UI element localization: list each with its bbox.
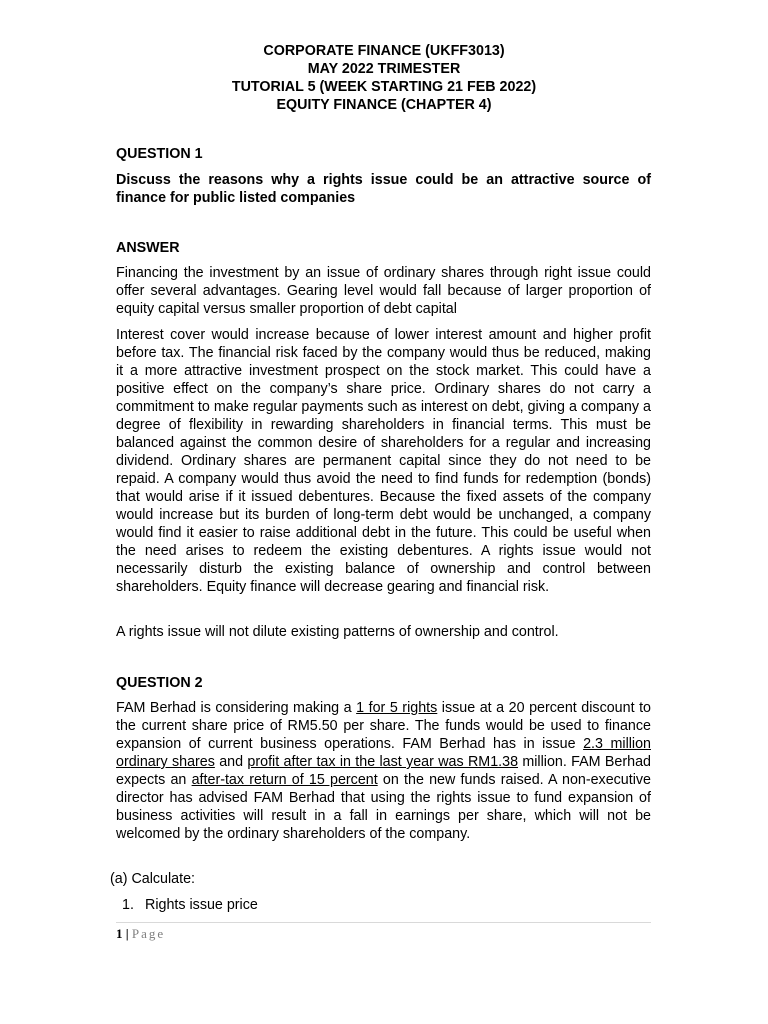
list-item-text: Rights issue price xyxy=(145,897,258,913)
answer-paragraph-1: Financing the investment by an issue of ordinary shares through right issue could offer several advantages. Gearing level would fall because of larger proportion of equity capital versus smaller proportion of debt capital xyxy=(116,265,651,317)
question-2-heading: QUESTION 2 xyxy=(116,675,203,691)
footer-separator: | xyxy=(125,926,129,941)
page-number: 1 xyxy=(116,926,123,941)
question-1-heading: QUESTION 1 xyxy=(116,146,203,162)
question-2-text xyxy=(116,699,651,843)
trimester-title: MAY 2022 TRIMESTER xyxy=(307,61,461,77)
tutorial-title: TUTORIAL 5 (WEEK STARTING 21 FEB 2022) xyxy=(231,79,537,95)
underlined-rights-ratio: 1 for 5 rights xyxy=(356,700,438,716)
text-segment: million. FAM Berhad expects an xyxy=(116,754,651,788)
question-1-text: Discuss the reasons why a rights issue could be an attractive source of finance for public listed companies xyxy=(116,172,651,206)
document-header xyxy=(0,42,768,114)
footer-divider xyxy=(116,922,651,923)
page-footer xyxy=(116,925,165,943)
course-title: CORPORATE FINANCE (UKFF3013) xyxy=(263,43,505,59)
text-segment: FAM Berhad is considering making a xyxy=(116,700,357,716)
underlined-profit-after-tax: profit after tax in the last year was RM1.38 xyxy=(247,754,519,770)
list-item xyxy=(122,896,258,914)
answer-paragraph-3: A rights issue will not dilute existing patterns of ownership and control. xyxy=(116,624,559,640)
chapter-title: EQUITY FINANCE (CHAPTER 4) xyxy=(276,97,492,113)
answer-heading: ANSWER xyxy=(116,240,180,256)
underlined-shares-in-issue: 2.3 million ordinary shares xyxy=(116,736,651,770)
text-segment: on the new funds raised. A non-executive director has advised FAM Berhad that using the rights issue to fund expansion of business activities will result in a fall in earnings per share, which will not be welcomed by the ordinary shareholders of the company. xyxy=(116,772,652,842)
calculate-label: (a) Calculate: xyxy=(110,871,196,887)
list-item-number: 1. xyxy=(122,897,134,913)
text-segment: and xyxy=(214,754,248,770)
text-segment: issue at a 20 percent discount to the current share price of RM5.50 per share. The funds would be used to finance expansion of current business operations. FAM Berhad has in issue xyxy=(116,700,651,752)
answer-paragraph-2: Interest cover would increase because of lower interest amount and higher profit before tax. The financial risk faced by the company would thus be reduced, making it a more attractive investment prospect on the stock market. This could have a positive effect on the company’s share price. Ordinary shares do not carry a commitment to make regular payments such as interest on debt, giving a company a degree of flexibility in rewarding shareholders in financial terms. This must be balanced against the common desire of shareholders for a regular and increasing dividend. Ordinary shares are permanent capital since they do not need to be repaid. A company would thus avoid the need to find funds for redemption (bonds) that would arise if it issued debentures. Because the fixed assets of the company would increase but its burden of long-term debt would be unchanged, a company would find it easier to raise additional debt in the future. This could be useful when the need arises to redeem the existing debentures. A rights issue would not necessarily disturb the existing balance of ownership and control between shareholders. Equity finance will decrease gearing and financial risk. xyxy=(116,327,651,595)
underlined-after-tax-return: after-tax return of 15 percent xyxy=(191,772,378,788)
page-label: Page xyxy=(131,926,166,941)
